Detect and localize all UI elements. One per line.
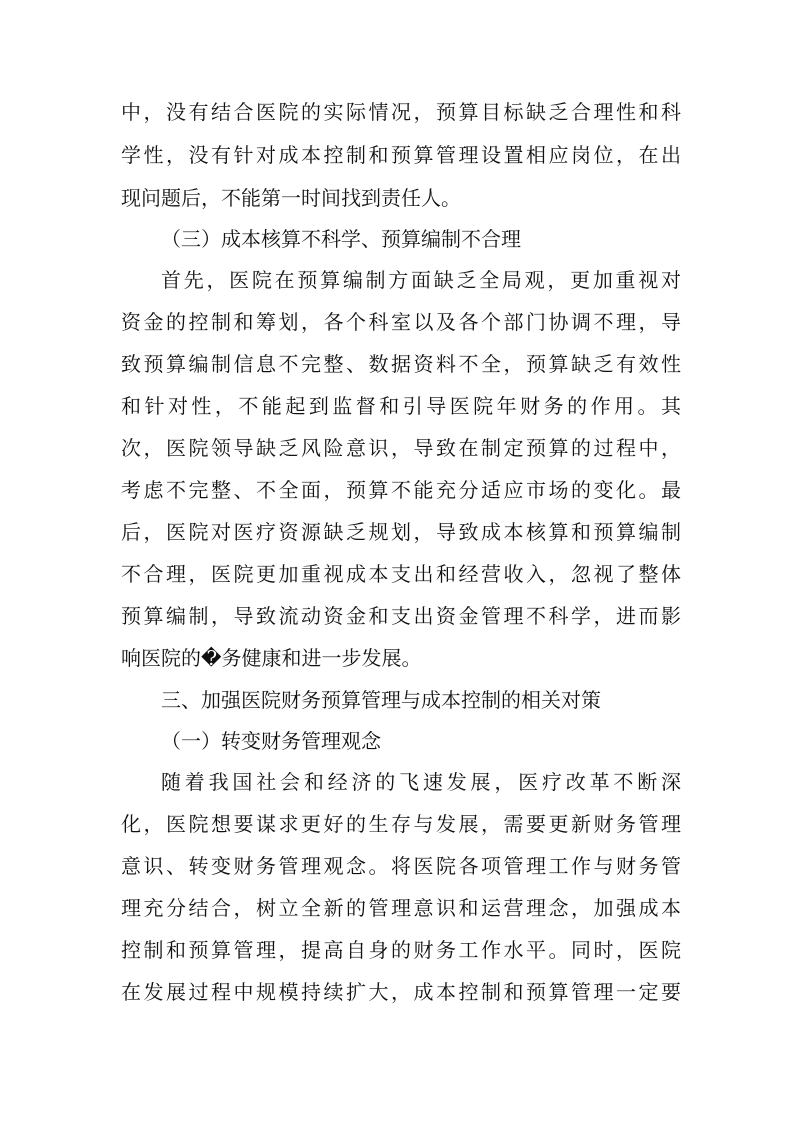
- paragraph-3-line-2: 化，医院想要谋求更好的生存与发展，需要更新财务管理: [121, 812, 681, 836]
- paragraph-2-line-7: 后，医院对医疗资源缺乏规划，导致成本核算和预算编制: [121, 520, 681, 544]
- paragraph-2-line-2: 资金的控制和筹划，各个科室以及各个部门协调不理，导: [121, 310, 681, 334]
- paragraph-2-line-4: 和针对性，不能起到监督和引导医院年财务的作用。其: [121, 394, 681, 418]
- sub-heading-three: （三）成本核算不科学、预算编制不合理: [161, 227, 521, 251]
- paragraph-3-line-3: 意识、转变财务管理观念。将医院各项管理工作与财务管: [121, 854, 681, 878]
- paragraph-3-line-5: 控制和预算管理，提高自身的财务工作水平。同时，医院: [121, 938, 681, 962]
- paragraph-3-line-6: 在发展过程中规模持续扩大，成本控制和预算管理一定要: [121, 980, 681, 1004]
- sub-heading-one: （一）转变财务管理观念: [161, 729, 381, 753]
- paragraph-2-line-5: 次，医院领导缺乏风险意识，导致在制定预算的过程中，: [121, 436, 681, 460]
- paragraph-1-line-3: 现问题后，不能第一时间找到责任人。: [121, 186, 461, 210]
- paragraph-2-line-8: 不合理，医院更加重视成本支出和经营收入，忽视了整体: [121, 562, 681, 586]
- paragraph-2-line-6: 考虑不完整、不全面，预算不能充分适应市场的变化。最: [121, 478, 681, 502]
- paragraph-1-line-2: 学性，没有针对成本控制和预算管理设置相应岗位，在出: [121, 143, 681, 167]
- paragraph-2-line-9: 预算编制，导致流动资金和支出资金管理不科学，进而影: [121, 604, 681, 628]
- section-heading-three: 三、加强医院财务预算管理与成本控制的相关对策: [161, 688, 601, 712]
- paragraph-3-line-4: 理充分结合，树立全新的管理意识和运营理念，加强成本: [121, 896, 681, 920]
- paragraph-2-line-10: 响医院的�务健康和进一步发展。: [121, 646, 422, 670]
- paragraph-3-line-1: 随着我国社会和经济的飞速发展，医疗改革不断深: [161, 770, 681, 794]
- paragraph-2-line-1: 首先，医院在预算编制方面缺乏全局观，更加重视对: [161, 268, 681, 292]
- paragraph-1-line-1: 中，没有结合医院的实际情况，预算目标缺乏合理性和科: [121, 100, 681, 124]
- paragraph-2-line-3: 致预算编制信息不完整、数据资料不全，预算缺乏有效性: [121, 352, 681, 376]
